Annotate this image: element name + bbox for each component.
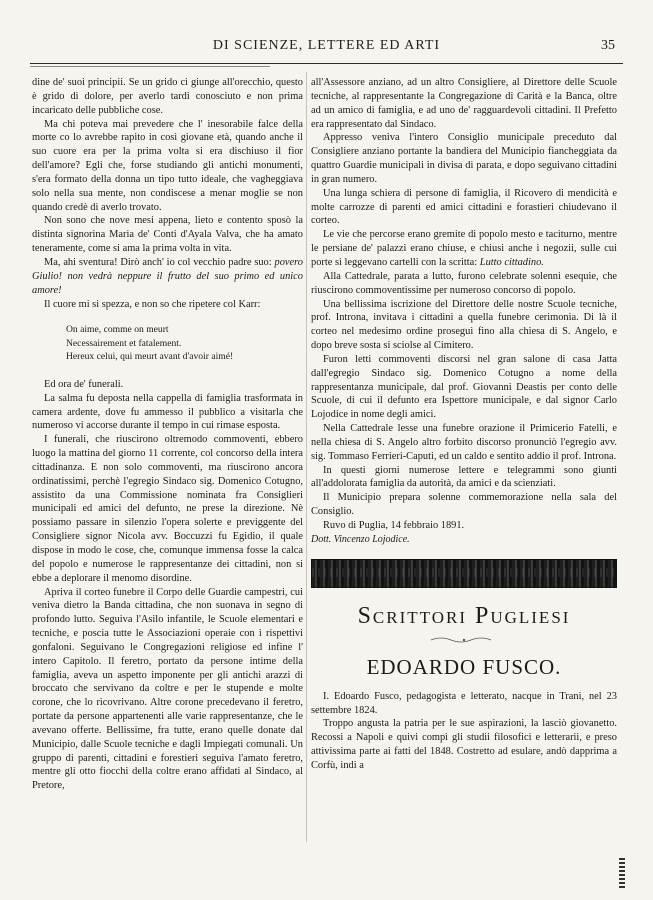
paragraph: La salma fu deposta nella cappella di famiglia trasformata in camera ardente, dove fu ammesso il pubblico a visitarla che numeroso vi accorse durante il tempo in cui rimase esposta.	[32, 392, 303, 432]
article-title: EDOARDO FUSCO.	[366, 654, 562, 679]
header-rule	[30, 63, 623, 64]
signature	[311, 533, 617, 547]
paragraph: Il Municipio prepara solenne commemorazione nella sala del Consiglio.	[311, 492, 617, 518]
paragraph: I. Edoardo Fusco, pedagogista e letterato, nacque in Trani, nel 23 settembre 1824.	[311, 690, 617, 716]
paragraph: Apriva il corteo funebre il Corpo delle Guardie campestri, cui veniva dietro la Banda cittadina, che non suonava in segno di profondo lutto. Seguiva l'Asilo infantile, le Scuole elementari e tecniche, e poscia tutte le Associazioni operaie con i rispettivi gonfaloni. Seguivano le Congregazioni religiose ed infine l' intero Capitolo. Il feretro, portato da persone intime della famiglia, aveva un aspetto imponente per gli antichi arazzi di broccato che servivano da coltre e per le stupende e molte corone, che lo ricovrivano. Altre corone precedevano il feretro, portate da persone appartenenti alle varie rappresentanze, che le avevano offerte. Bellissime, fra tutte, erano quelle donate dal Municipio, dalle Scuole tecniche e dagli Impiegati comunali. Un gruppo di parenti, cittadini e forestieri seguiva l'amato feretro, mentre gli otto fiocchi della coltre erano affidati al Sindaco, al Pretore,	[32, 586, 303, 792]
paragraph-with-italic	[311, 228, 617, 270]
paragraph: Non sono che nove mesi appena, lieto e contento sposò la distinta signorina Maria de' Conti d'Ayala Valva, che ha amato teneramente, come si ama la prima volta in vita.	[32, 215, 303, 255]
paragraph: Ed ora de' funerali.	[44, 378, 124, 390]
paragraph: I funerali, che riuscirono oltremodo commoventi, ebbero luogo la mattina del giorno 11 corrente, col concorso della intera cittadinanza. E non solo commoventi, ma riuscirono ancora ordinatissimi, perchè l'egregio Sindaco sig. Domenico Cotugno, assistito da una Commissione nominata fra Consiglieri municipali ed amici del defunto, ne prese la direzione. Nè possiamo passare in silenzio l'opera solerte e previggente del Consigliere signor Nicola avv. Boccuzzi fu Egidio, il quale dispose in modo le cose, che, comunque immensa fosse la calca del popolo e numerose le rappresentanze dei cittadini, non si ebbe a deplorare il menomo disordine.	[32, 434, 303, 584]
running-head	[0, 38, 653, 58]
paragraph: Appresso veniva l'intero Consiglio municipale preceduto dal Consigliere anziano portante la bandiera del Municipio fiancheggiata da quattro Guardie municipali in divisa di parata, e dopo seguivano cittadini in gran numero.	[311, 132, 617, 185]
italic-phrase: Lutto cittadino.	[479, 256, 544, 268]
ornament-flourish-icon	[311, 636, 617, 646]
paragraph: Nella Cattedrale lesse una funebre orazione il Primicerio Fatelli, e nella chiesa di S. Angelo altro forbito discorso pronunciò l'egregio avv. sig. Tommaso Ferrieri-Caputi, ed un caldo e sentito addio il prof. Introna.	[311, 423, 617, 462]
right-column	[311, 76, 617, 773]
verse-quote	[66, 323, 303, 364]
paragraph: Una bellissima iscrizione del Direttore delle nostre Scuole tecniche, prof. Introna, invitava i cittadini a quella funebre cerimonia. Di là il corteo nel medesimo ordine proseguì fino alla chiesa di S. Angelo, e dopo breve sosta si sciolse al Cimitero.	[311, 298, 617, 352]
verse-line: On aime, comme on meurt	[66, 324, 169, 336]
paragraph-with-quote	[32, 256, 303, 298]
scan-margin-mark	[619, 858, 625, 888]
running-title: DI SCIENZE, LETTERE ED ARTI	[212, 38, 441, 53]
verse-line: Necessairement et fatalement.	[66, 337, 182, 349]
header-rule-secondary	[30, 66, 270, 67]
paragraph: Ma chi poteva mai prevedere che l' inesorabile falce della morte co lo avrebbe rapito in così giovane età, quando anche il suo cuore era per la prima volta si era dischiuso il fior dell'amore? Egli che, forse studiando gli antichi monumenti, s'era formato della donna un tipo tutto ideale, che vagheggiava solo nella sua mente, non condiscese a menar moglie se non quando credè di averlo trovato.	[32, 118, 303, 213]
verse-line: Hereux celui, qui meurt avant d'avoir aimé!	[66, 351, 234, 363]
paragraph: Alla Cattedrale, parata a lutto, furono celebrate solenni esequie, che riuscirono commoventissime per numeroso concorso di popolo.	[311, 270, 617, 296]
paragraph: dine de' suoi principii. Se un grido ci giunge all'orecchio, questo è grido di dolore, per averlo tardi conosciuto e non prima incaricato delle pubbliche cose.	[32, 77, 303, 116]
page-number: 35	[601, 38, 615, 53]
paragraph: Troppo angusta la patria per le sue aspirazioni, la lasciò giovanetto. Recossi a Napoli e quivi compì gli studii filosofici e letterarii, e preso attivissima parte ai fatti del 1848. Costretto ad esulare, andò dapprima a Corfù, indi a	[311, 718, 617, 771]
paragraph: Una lunga schiera di persone di famiglia, il Ricovero di mendicità e molte carrozze di parenti ed amici cittadini e forastieri chiudevano il corteo.	[311, 187, 617, 227]
decorative-band	[311, 559, 617, 588]
italic-quote: povero Giulio! non vedrà neppure il frutto del suo primo ed unico amore!	[32, 256, 303, 296]
section-title: Scrittori Pugliesi	[357, 602, 571, 629]
paragraph-lead: Ma, ahi sventura! Dirò anch' io col vecchio padre suo:	[44, 256, 272, 268]
paragraph: In questi giorni numerose lettere e telegrammi sono giunti all'addolorata famiglia da autorità, da amici e da scienziati.	[311, 464, 617, 490]
place-date: Ruvo di Puglia, 14 febbraio 1891.	[323, 520, 465, 531]
signature-text: Dott. Vincenzo Lojodice.	[311, 533, 410, 545]
flourish-icon	[429, 636, 499, 644]
left-column	[32, 76, 303, 793]
column-divider	[306, 72, 307, 842]
paragraph: Il cuore mi si spezza, e non so che ripetere col Karr:	[44, 298, 261, 310]
paragraph: all'Assessore anziano, ad un altro Consigliere, al Direttore delle Scuole tecniche, al rappresentante la Congregazione di Carità e la Banca, oltre ad un amico di famiglia, e ad uno de' ragguardevoli cittadini. Il Prefetto era rappresentato dal Sindaco.	[311, 77, 617, 130]
paragraph: Furon letti commoventi discorsi nel gran salone di casa Jatta dall'egregio Sindaco sig. Domenico Cotugno a nome della rappresentanza municipale, dal prof. Giovanni Deastis per conto delle Scuole, di cui il defunto era Ispettore municipale, e dal signor Carlo Lojodice in nome degli amici.	[311, 353, 617, 421]
paragraph-lead: Le vie che percorse erano gremite di popolo mesto e taciturno, mentre le persiane de' palazzi erano chiuse, e chiusi anche i negozii, sulle cui porte si leggevano cartelli con la scritta:	[311, 229, 617, 268]
